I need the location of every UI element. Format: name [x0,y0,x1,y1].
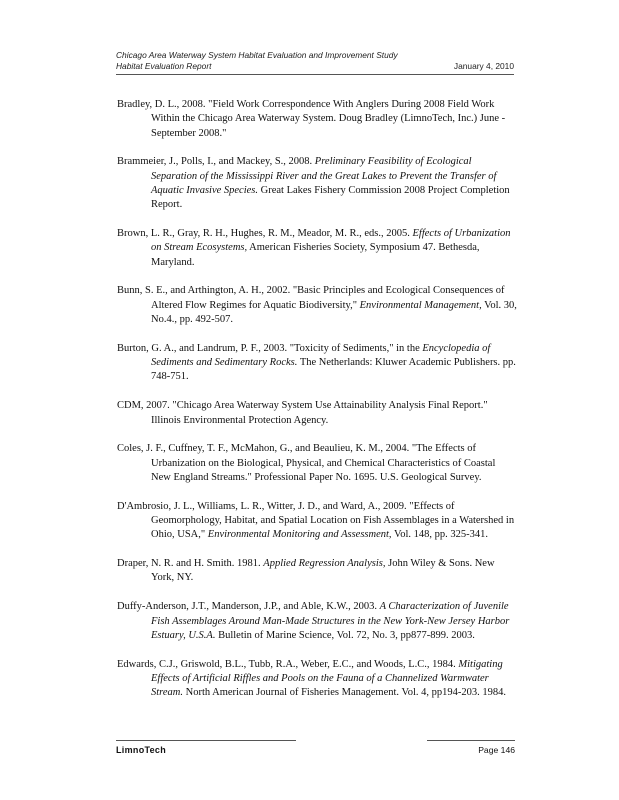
reference-text: CDM, 2007. "Chicago Area Waterway System Use Attainability Analysis Final Report." Illinois Environmental Protection Agency. [117,400,488,426]
reference-text: Brammeier, J., Polls, I., and Mackey, S., 2008. [117,156,315,168]
reference-entry [117,658,517,701]
header-date: January 4, 2010 [453,61,514,71]
reference-title-italic: Environmental Management, [359,299,482,311]
reference-text: Bunn, S. E., and Arthington, A. H., 2002. "Basic Principles and Ecological Consequences of Altered Flow Regimes for Aquatic Biodiversity," [117,285,505,311]
reference-entry [117,399,517,428]
reference-text: Duffy-Anderson, J.T., Manderson, J.P., and Able, K.W., 2003. [117,601,380,613]
reference-text: John Wiley & Sons. New York, NY. [151,558,495,584]
reference-entry [117,284,517,327]
footer-rule-right [427,740,515,741]
reference-entry [117,227,517,270]
reference-text: Edwards, C.J., Griswold, B.L., Tubb, R.A., Weber, E.C., and Woods, L.C., 1984. [117,658,459,670]
footer-rule-left [116,740,296,741]
reference-entry [117,557,517,586]
reference-title-italic: Encyclopedia of Sediments and Sedimentary Rocks. [151,342,491,369]
header-rule [116,74,514,75]
reference-text: Vol. 148, pp. 325-341. [391,529,489,541]
reference-text: Bulletin of Marine Science, Vol. 72, No. 3, pp877-899. 2003. [215,629,475,641]
reference-title-italic: Mitigating Effects of Artificial Riffles and Pools on the Fauna of a Channelized Warmwater Stream. [151,658,503,699]
reference-text: Great Lakes Fishery Commission 2008 Project Completion Report. [151,184,510,211]
reference-title-italic: Applied Regression Analysis, [263,558,386,570]
reference-title-italic: A Characterization of Juvenile Fish Assemblages Around Man-Made Structures in the New York-New Jersey Harbor Estuary, U.S.A. [151,601,510,641]
reference-text: Draper, N. R. and H. Smith. 1981. [117,558,264,570]
reference-entry [117,98,517,141]
reference-text: Vol. 30, No.4., pp. 492-507. [151,299,517,326]
header-report-title: Habitat Evaluation Report [116,61,212,71]
reference-entry [117,500,517,543]
reference-text: The Netherlands: Kluwer Academic Publishers. pp. 748-751. [151,357,516,383]
reference-text: Burton, G. A., and Landrum, P. F., 2003. "Toxicity of Sediments," in the [117,342,423,354]
reference-text: American Fisheries Society, Symposium 47. Bethesda, Maryland. [151,242,480,268]
reference-entry [117,342,517,385]
running-header [116,50,514,72]
reference-text: Coles, J. F., Cuffney, T. F., McMahon, G., and Beaulieu, K. M., 2004. "The Effects of Urbanization on the Biological, Physical, and Chemical Characteristics of Coastal New England Streams." Professional Paper No. 1695. U.S. Geological Survey. [117,443,496,483]
header-study-title: Chicago Area Waterway System Habitat Evaluation and Improvement Study [116,50,398,60]
reference-text: D'Ambrosio, J. L., Williams, L. R., Witter, J. D., and Ward, A., 2009. "Effects of Geomorphology, Habitat, and Spatial Location on Fish Assemblages in a Watershed in Ohio, USA," [117,500,515,541]
reference-text: Brown, L. R., Gray, R. H., Hughes, R. M., Meador, M. R., eds., 2005. [117,228,413,240]
reference-title-italic: Preliminary Feasibility of Ecological Separation of the Mississippi River and the Great Lakes to Prevent the Transfer of Aquatic Invasive Species. [151,156,497,196]
reference-title-italic: Effects of Urbanization on Stream Ecosystems, [151,228,511,254]
reference-title-italic: Environmental Monitoring and Assessment, [207,529,392,541]
reference-entry [117,600,517,643]
footer-org: LimnoTech [116,745,167,755]
reference-list [117,98,517,715]
reference-entry [117,442,517,485]
reference-text: North American Journal of Fisheries Management. Vol. 4, pp194-203. 1984. [182,687,507,699]
reference-entry [117,155,517,212]
reference-text: Bradley, D. L., 2008. "Field Work Correspondence With Anglers During 2008 Field Work Within the Chicago Area Waterway System. Doug Bradley (LimnoTech, Inc.) June - September 2008." [117,99,506,139]
footer-page-number: Page 146 [478,745,515,755]
